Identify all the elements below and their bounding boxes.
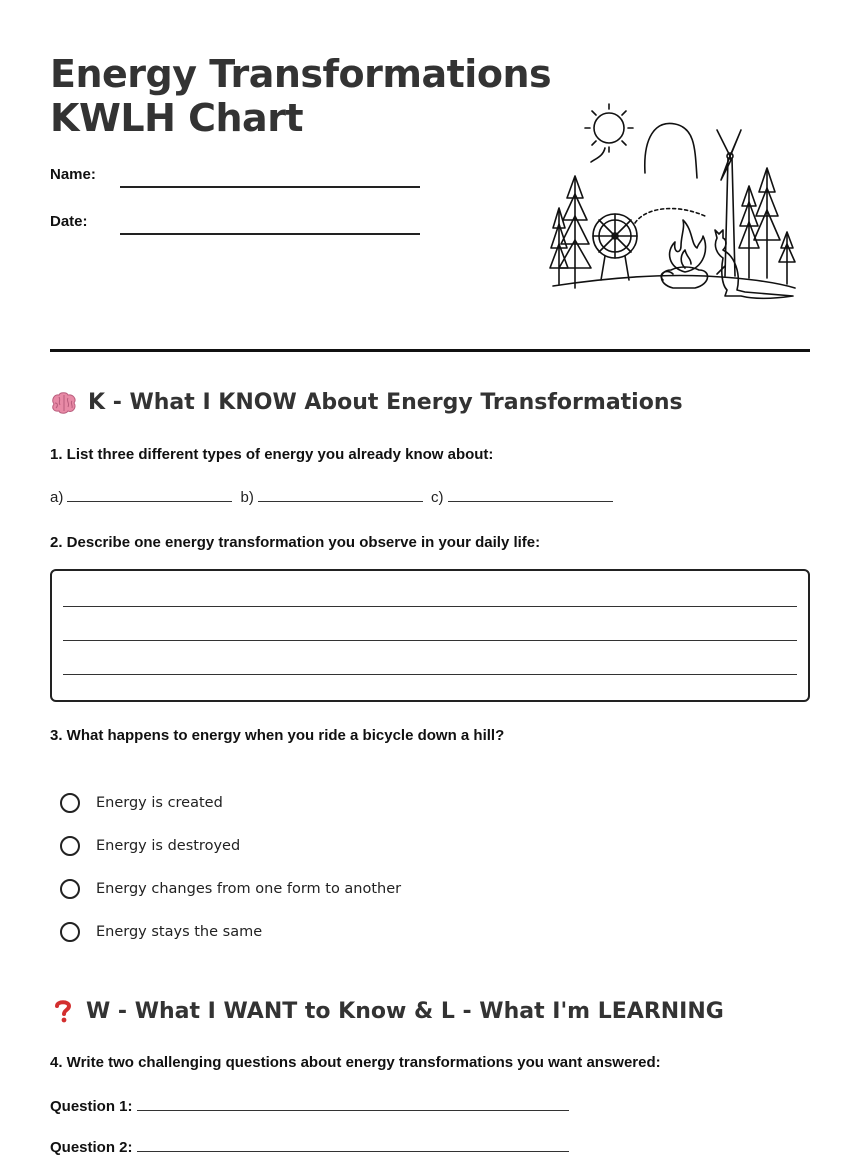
question-1-field[interactable] [137, 1096, 569, 1111]
page-title [50, 52, 551, 140]
date-label: Date: [50, 213, 88, 230]
answer-line [63, 674, 797, 675]
tree-icon [739, 168, 795, 284]
water-wheel-icon [593, 214, 637, 280]
question-3-prompt: 3. What happens to energy when you ride a bicycle down a hill? [50, 727, 505, 744]
section-wl-heading-text: W - What I WANT to Know & L - What I'm LEARNING [86, 998, 724, 1024]
blank-label-a: a) [50, 489, 64, 506]
section-k-heading-text: K - What I KNOW About Energy Transformations [88, 390, 683, 415]
answer-line [63, 640, 797, 641]
date-field[interactable] [120, 233, 420, 235]
blank-label-c: c) [431, 489, 444, 506]
option-energy-changes[interactable]: Energy changes from one form to another [60, 879, 401, 899]
question-2-prompt: 2. Describe one energy transformation you observe in your daily life: [50, 534, 541, 551]
header-divider [50, 349, 810, 352]
energy-scene-illustration [545, 98, 800, 308]
question-1-line [50, 1096, 569, 1115]
question-1-blanks [50, 487, 617, 506]
question-4-prompt: 4. Write two challenging questions about energy transformations you want answered: [50, 1054, 661, 1071]
title-line-1: Energy Transformations [50, 52, 552, 96]
blank-a-field[interactable] [67, 487, 232, 502]
answer-line [63, 606, 797, 607]
option-energy-created[interactable]: Energy is created [60, 793, 223, 813]
question-2-answer-box[interactable] [50, 569, 810, 702]
name-label: Name: [50, 166, 96, 183]
brain-icon [50, 391, 78, 415]
option-energy-same[interactable]: Energy stays the same [60, 922, 262, 942]
radio-button[interactable] [60, 879, 80, 899]
name-field[interactable] [120, 186, 420, 188]
question-2-label: Question 2: [50, 1139, 133, 1156]
question-1-label: Question 1: [50, 1098, 133, 1115]
question-2-line [50, 1137, 569, 1156]
radio-button[interactable] [60, 922, 80, 942]
option-energy-destroyed[interactable]: Energy is destroyed [60, 836, 240, 856]
question-1-prompt: 1. List three different types of energy you already know about: [50, 446, 494, 463]
campfire-icon [661, 220, 707, 288]
title-line-2: KWLH Chart [50, 96, 304, 140]
blank-c-field[interactable] [448, 487, 613, 502]
radio-button[interactable] [60, 836, 80, 856]
question-2-field[interactable] [137, 1137, 569, 1152]
blank-label-b: b) [240, 489, 254, 506]
question-mark-icon [50, 998, 76, 1024]
radio-button[interactable] [60, 793, 80, 813]
blank-b-field[interactable] [258, 487, 423, 502]
sun-icon [585, 104, 633, 162]
section-wl-heading [50, 998, 724, 1024]
section-k-heading [50, 390, 683, 415]
tree-icon [550, 176, 591, 288]
